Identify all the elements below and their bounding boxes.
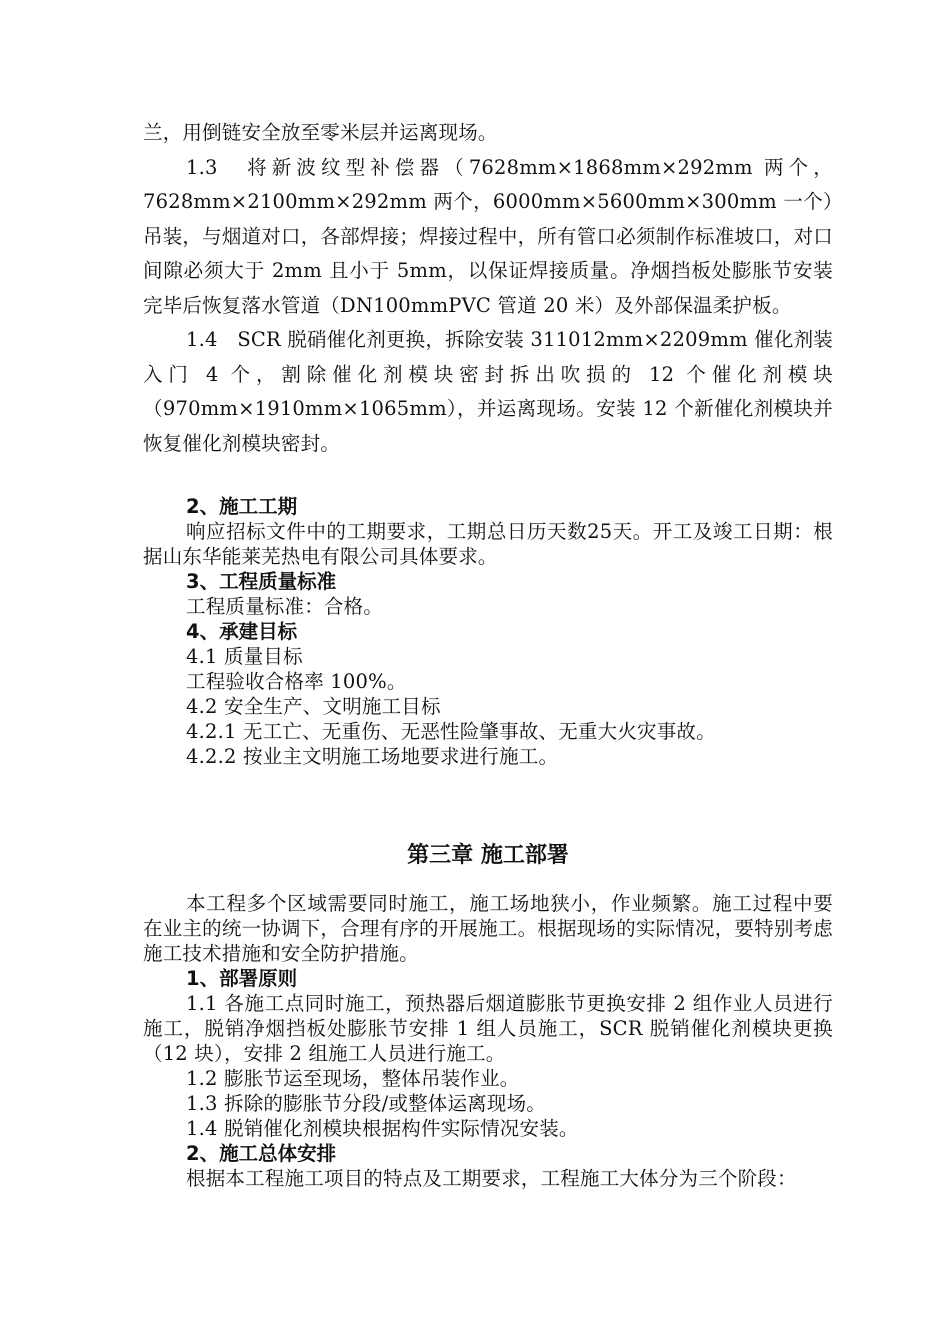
principle-1-3: 1.3 拆除的膨胀节分段/或整体运离现场。 [186,1092,546,1115]
goal-line-4-2-1: 4.2.1 无工亡、无重伤、无恶性险肇事故、无重大火灾事故。 [186,720,716,743]
middle-section [143,494,833,769]
goal-line-pass-rate: 工程验收合格率 100%。 [186,670,407,693]
chapter-title: 第三章 施工部署 [407,843,569,868]
section-heading-principles: 1、部署原则 [186,967,298,990]
goal-line-4-1: 4.1 质量目标 [186,645,303,668]
goal-line-4-2: 4.2 安全生产、文明施工目标 [186,695,441,718]
schedule-text: 响应招标文件中的工期要求，工期总日历天数25天。开工及竣工日期：根据山东华能莱芜热电有限公司具体要求。 [143,520,833,568]
deployment-section [143,891,833,1191]
goal-line-4-2-2: 4.2.2 按业主文明施工场地要求进行施工。 [186,745,559,768]
section-heading-overall: 2、施工总体安排 [186,1142,337,1165]
paragraph-1-3: 1.3 将新波纹型补偿器（7628mm×1868mm×292mm 两个，7628mm×2100mm×292mm 两个，6000mm×5600mm×300mm 一个）吊装，与烟道对口，各部焊接；焊接过程中，所有管口必须制作标准坡口，对口间隙必须大于 2mm 且小于 5mm，以保证焊接质量。净烟挡板处膨胀节安装完毕后恢复落水管道（DN100mmPVC 管道 20 米）及外部保温柔护板。 [143,155,833,317]
top-section [143,116,833,461]
section-heading-quality: 3、工程质量标准 [186,570,337,593]
section-heading-goals: 4、承建目标 [186,620,298,643]
principle-1-2: 1.2 膨胀节运至现场，整体吊装作业。 [186,1067,520,1090]
paragraph-continuation: 兰，用倒链安全放至零米层并运离现场。 [143,121,498,144]
principle-1-1: 1.1 各施工点同时施工，预热器后烟道膨胀节更换安排 2 组作业人员进行施工，脱销净烟挡板处膨胀节安排 1 组人员施工，SCR 脱销催化剂模块更换（12 块），安排 2 组施工人员进行施工。 [143,992,833,1065]
deployment-intro: 本工程多个区域需要同时施工，施工场地狭小，作业频繁。施工过程中要在业主的统一协调下，合理有序的开展施工。根据现场的实际情况，要特别考虑施工技术措施和安全防护措施。 [143,892,833,965]
quality-text: 工程质量标准：合格。 [186,595,384,618]
paragraph-1-4: 1.4 SCR 脱硝催化剂更换，拆除安装 311012mm×2209mm 催化剂装入门 4 个，割除催化剂模块密封拆出吹损的 12 个催化剂模块（970mm×1910mm×1065mm），并运离现场。安装 12 个新催化剂模块并恢复催化剂模块密封。 [143,328,833,455]
overall-text: 根据本工程施工项目的特点及工期要求，工程施工大体分为三个阶段： [186,1167,797,1190]
principle-1-4: 1.4 脱销催化剂模块根据构件实际情况安装。 [186,1117,579,1140]
section-heading-schedule: 2、施工工期 [186,495,298,518]
